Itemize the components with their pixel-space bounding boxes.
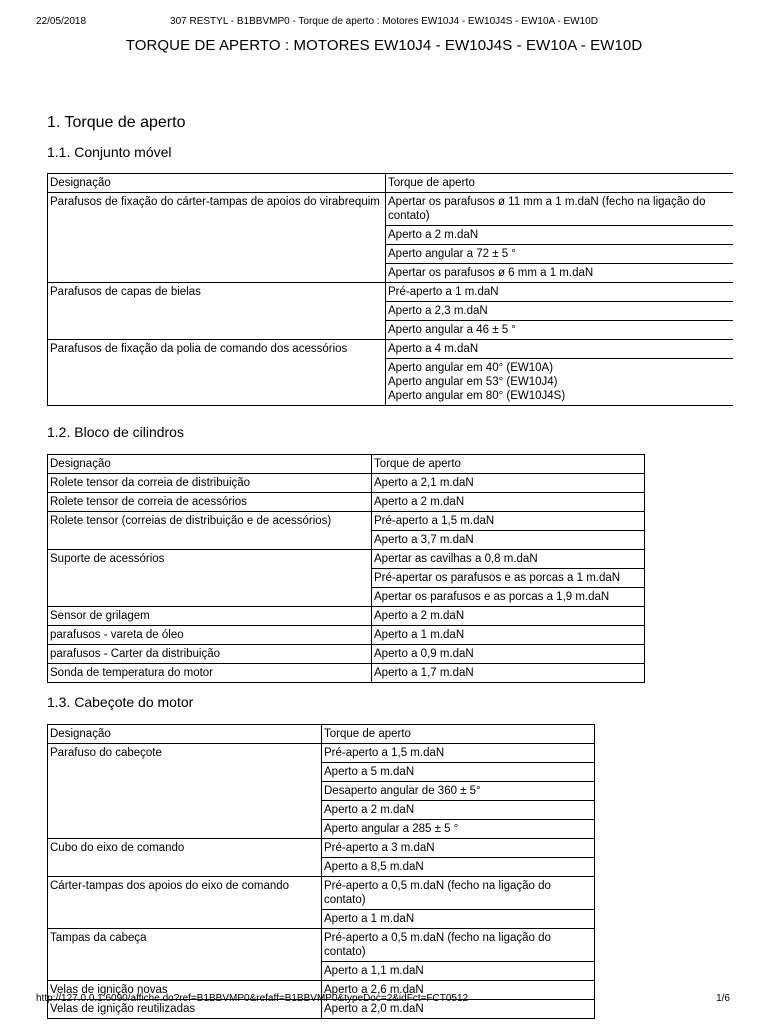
- torque-cell: Aperto a 1,1 m.daN: [322, 962, 595, 981]
- page-number: 1/6: [716, 993, 730, 1004]
- table-bloco-cilindros: [47, 454, 645, 683]
- table-row: [48, 607, 645, 626]
- table-row: [48, 877, 595, 910]
- torque-cell: [386, 359, 734, 406]
- designation-cell: Parafusos de fixação da polia de comando dos acessórios: [48, 340, 386, 406]
- designation-cell: Parafusos de fixação do cárter-tampas de apoios do virabrequim: [48, 193, 386, 283]
- designation-cell: Sensor de grilagem: [48, 607, 372, 626]
- designation-cell: Tampas da cabeça: [48, 929, 322, 981]
- print-header: [0, 14, 768, 30]
- print-footer: [0, 992, 768, 1006]
- designation-cell: parafusos - Carter da distribuição: [48, 645, 372, 664]
- designation-cell: Rolete tensor da correia de distribuição: [48, 474, 372, 493]
- table-row: [48, 929, 595, 962]
- torque-cell: Aperto a 2 m.daN: [322, 801, 595, 820]
- designation-cell: Velas de ignição reutilizadas: [48, 1000, 322, 1019]
- table-conjunto-movel: [47, 173, 733, 406]
- cell-line: Aperto angular em 53° (EW10J4): [388, 376, 558, 388]
- section-heading-torque: 1. Torque de aperto: [47, 114, 186, 131]
- torque-cell: Pré-aperto a 3 m.daN: [322, 839, 595, 858]
- designation-cell: Velas de ignição novas: [48, 981, 322, 1000]
- torque-cell: Aperto a 2,3 m.daN: [386, 302, 734, 321]
- torque-cell: Desaperto angular de 360 ± 5°: [322, 782, 595, 801]
- torque-cell: Apertar os parafusos ø 11 mm a 1 m.daN (fecho na ligação do contato): [386, 193, 734, 226]
- designation-cell: Parafuso do cabeçote: [48, 744, 322, 839]
- table-row: [48, 512, 645, 531]
- torque-cell: Pré-aperto a 0,5 m.daN (fecho na ligação do contato): [322, 877, 595, 910]
- torque-cell: Apertar os parafusos e as porcas a 1,9 m.daN: [372, 588, 645, 607]
- torque-cell: Aperto a 2 m.daN: [372, 607, 645, 626]
- torque-cell: Aperto a 4 m.daN: [386, 340, 734, 359]
- column-header-torque: Torque de aperto: [372, 455, 645, 474]
- subsection-heading-conjunto-movel: 1.1. Conjunto móvel: [47, 144, 172, 160]
- torque-cell: Aperto angular a 285 ± 5 °: [322, 820, 595, 839]
- cell-line: Aperto angular em 40° (EW10A): [388, 362, 554, 374]
- torque-cell: Aperto a 2 m.daN: [372, 493, 645, 512]
- table-cabecote: [47, 724, 595, 1019]
- torque-cell: Aperto a 3,7 m.daN: [372, 531, 645, 550]
- designation-cell: Rolete tensor de correia de acessórios: [48, 493, 372, 512]
- table-row: [48, 474, 645, 493]
- subsection-heading-bloco-cilindros: 1.2. Bloco de cilindros: [47, 424, 184, 440]
- torque-cell: Aperto a 1,7 m.daN: [372, 664, 645, 683]
- table-row: [48, 283, 734, 302]
- table-header-row: [48, 455, 645, 474]
- torque-cell: Aperto a 2 m.daN: [386, 226, 734, 245]
- torque-cell: Aperto a 0,9 m.daN: [372, 645, 645, 664]
- column-header-designacao: Designação: [48, 455, 372, 474]
- designation-cell: Sonda de temperatura do motor: [48, 664, 372, 683]
- table-row: [48, 193, 734, 226]
- table-row: [48, 550, 645, 569]
- table-row: [48, 626, 645, 645]
- torque-cell: Aperto angular a 72 ± 5 °: [386, 245, 734, 264]
- table-row: [48, 493, 645, 512]
- table-row: [48, 645, 645, 664]
- torque-cell: Aperto a 2,1 m.daN: [372, 474, 645, 493]
- torque-cell: Aperto a 8,5 m.daN: [322, 858, 595, 877]
- table-header-row: [48, 725, 595, 744]
- table-row: [48, 744, 595, 763]
- torque-cell: Aperto a 2,6 m.daN: [322, 981, 595, 1000]
- column-header-designacao: Designação: [48, 174, 386, 193]
- torque-cell: Aperto a 1 m.daN: [372, 626, 645, 645]
- column-header-torque: Torque de aperto: [386, 174, 734, 193]
- print-url: http://127.0.0.1:6090/affiche.do?ref=B1BBVMP0&refaff=B1BBVMP0&typeDoc=2&idFct=FCT0512: [36, 993, 469, 1004]
- designation-cell: Cubo do eixo de comando: [48, 839, 322, 877]
- table-row: [48, 340, 734, 359]
- print-page-title: 307 RESTYL - B1BBVMP0 - Torque de aperto : Motores EW10J4 - EW10J4S - EW10A - EW10D: [170, 16, 598, 27]
- torque-cell: Pré-aperto a 1,5 m.daN: [322, 744, 595, 763]
- torque-cell: Aperto angular a 46 ± 5 °: [386, 321, 734, 340]
- designation-cell: Rolete tensor (correias de distribuição e de acessórios): [48, 512, 372, 550]
- torque-cell: Pré-apertar os parafusos e as porcas a 1 m.daN: [372, 569, 645, 588]
- torque-cell: Aperto a 5 m.daN: [322, 763, 595, 782]
- designation-cell: Suporte de acessórios: [48, 550, 372, 607]
- torque-cell: Apertar os parafusos ø 6 mm a 1 m.daN: [386, 264, 734, 283]
- torque-cell: Aperto a 1 m.daN: [322, 910, 595, 929]
- designation-cell: parafusos - vareta de óleo: [48, 626, 372, 645]
- torque-cell: Aperto a 2,0 m.daN: [322, 1000, 595, 1019]
- column-header-designacao: Designação: [48, 725, 322, 744]
- table-row: [48, 839, 595, 858]
- subsection-heading-cabecote: 1.3. Cabeçote do motor: [47, 694, 194, 710]
- table-row: [48, 664, 645, 683]
- torque-cell: Pré-aperto a 1,5 m.daN: [372, 512, 645, 531]
- torque-cell: Pré-aperto a 1 m.daN: [386, 283, 734, 302]
- torque-cell: Pré-aperto a 0,5 m.daN (fecho na ligação do contato): [322, 929, 595, 962]
- torque-cell: Apertar as cavilhas a 0,8 m.daN: [372, 550, 645, 569]
- print-date: 22/05/2018: [36, 16, 87, 27]
- designation-cell: Cárter-tampas dos apoios do eixo de comando: [48, 877, 322, 929]
- table-header-row: [48, 174, 734, 193]
- document-title: TORQUE DE APERTO : MOTORES EW10J4 - EW10J4S - EW10A - EW10D: [125, 37, 643, 54]
- cell-line: Aperto angular em 80° (EW10J4S): [388, 390, 566, 402]
- column-header-torque: Torque de aperto: [322, 725, 595, 744]
- designation-cell: Parafusos de capas de bielas: [48, 283, 386, 340]
